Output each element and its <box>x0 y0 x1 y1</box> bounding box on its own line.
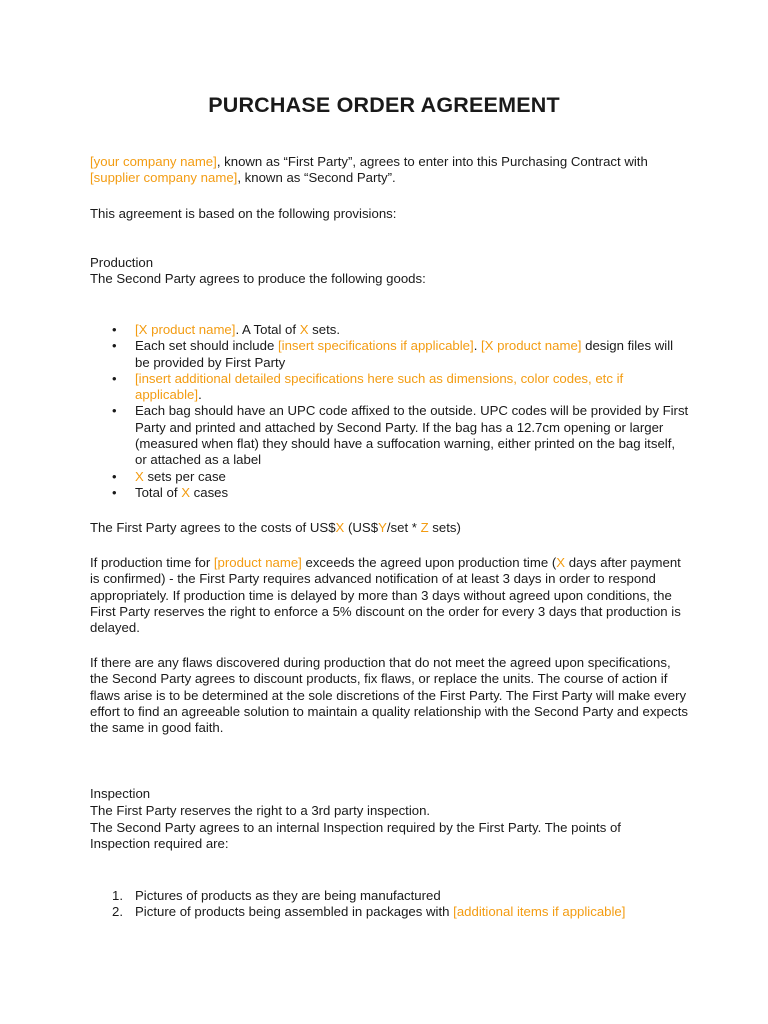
bullet-text: . <box>473 338 482 354</box>
list-item <box>90 904 690 920</box>
intro-text-end: , known as “Second Party”. <box>237 170 396 186</box>
bullet-text: sets. <box>308 322 341 337</box>
bullet-text: sets per case <box>143 468 226 484</box>
production-heading: Production <box>90 255 154 270</box>
list-number: 1. <box>112 888 123 903</box>
quantity-placeholder: X <box>181 484 190 500</box>
list-item <box>90 371 690 404</box>
delay-text: days after payment is confirmed) - the First Party requires advanced notification of at least 3 days in order to respond appropriately. If production time is delayed by more than 3 days without agreed upon conditions, the First Party reserves the right to enforce a 5% discount on the order for every 3 days that production is delayed. <box>90 555 681 636</box>
bullet-text: design files will be provided by First Party <box>135 338 674 370</box>
supplier-name-placeholder: [supplier company name] <box>90 170 238 186</box>
unit-cost-placeholder: Y <box>378 520 387 535</box>
product-name-placeholder: [product name] <box>213 555 302 570</box>
list-item <box>90 469 690 485</box>
list-item-text: Picture of products being assembled in packages with <box>135 904 454 920</box>
product-name-placeholder: [X product name] <box>135 322 236 337</box>
costs-text: (US$ <box>344 520 379 535</box>
bullet-text: . <box>198 387 202 403</box>
days-placeholder: X <box>556 555 566 570</box>
company-name-placeholder: [your company name] <box>90 154 217 169</box>
list-item <box>90 485 690 501</box>
document-title: PURCHASE ORDER AGREEMENT <box>208 93 560 117</box>
inspection-heading: Inspection <box>90 786 151 801</box>
delay-text: exceeds the agreed upon production time ( <box>301 555 557 570</box>
inspection-line-1: The First Party reserves the right to a 3rd party inspection. <box>90 803 431 818</box>
intro-paragraph <box>90 154 690 187</box>
list-number: 2. <box>112 904 123 920</box>
costs-text: sets) <box>428 520 461 535</box>
list-item <box>90 888 690 904</box>
bullet-text: Each bag should have an UPC code affixed to the outside. UPC codes will be provided by First Party and printed and attached by Second Party. If the bag has a 12.7cm opening or larger (measured when flat) they should have a suffocation warning, either printed on the bag itself, or attached as a label <box>135 403 689 468</box>
costs-paragraph <box>90 520 690 536</box>
bullet-text: Each set should include <box>135 338 278 354</box>
quantity-placeholder: X <box>135 468 144 484</box>
production-lead: The Second Party agrees to produce the following goods: <box>90 271 426 286</box>
product-name-placeholder: [X product name] <box>481 338 582 354</box>
intro-text: , known as “First Party”, agrees to enter into this Purchasing Contract with <box>216 154 648 169</box>
production-bullet-list <box>90 322 690 501</box>
bullet-text: Total of <box>135 484 182 500</box>
provisions-line: This agreement is based on the following provisions: <box>90 206 397 221</box>
list-item <box>90 403 690 468</box>
specifications-placeholder: [insert specifications if applicable] <box>277 338 474 354</box>
set-count-placeholder: Z <box>420 520 429 535</box>
delay-text: If production time for <box>90 555 214 570</box>
costs-text: /set * <box>386 520 421 535</box>
additional-items-placeholder: [additional items if applicable] <box>453 904 626 920</box>
additional-specs-placeholder: [insert additional detailed specifications here such as dimensions, color codes, etc if applicable] <box>135 370 624 403</box>
delay-paragraph <box>90 555 688 636</box>
list-item <box>90 338 690 371</box>
costs-text: The First Party agrees to the costs of US$ <box>90 520 336 535</box>
inspection-line-2: The Second Party agrees to an internal Inspection required by the First Party. The points of Inspection required are: <box>90 820 621 852</box>
total-cost-placeholder: X <box>335 520 345 535</box>
bullet-text: cases <box>189 484 229 500</box>
bullet-text: . A Total of <box>235 322 300 337</box>
quantity-placeholder: X <box>299 322 309 337</box>
flaws-paragraph: If there are any flaws discovered during production that do not meet the agreed upon specifications, the Second Party agrees to discount products, fix flaws, or replace the units. The course of action if flaws arise is to be determined at the sole discretions of the First Party. The First Party will make every effort to find an agreeable solution to maintain a quality relationship with the Second Party and expects the same in good faith. <box>90 655 688 736</box>
list-item-text: Pictures of products as they are being manufactured <box>135 888 441 903</box>
inspection-numbered-list <box>90 888 690 921</box>
list-item <box>90 322 690 338</box>
